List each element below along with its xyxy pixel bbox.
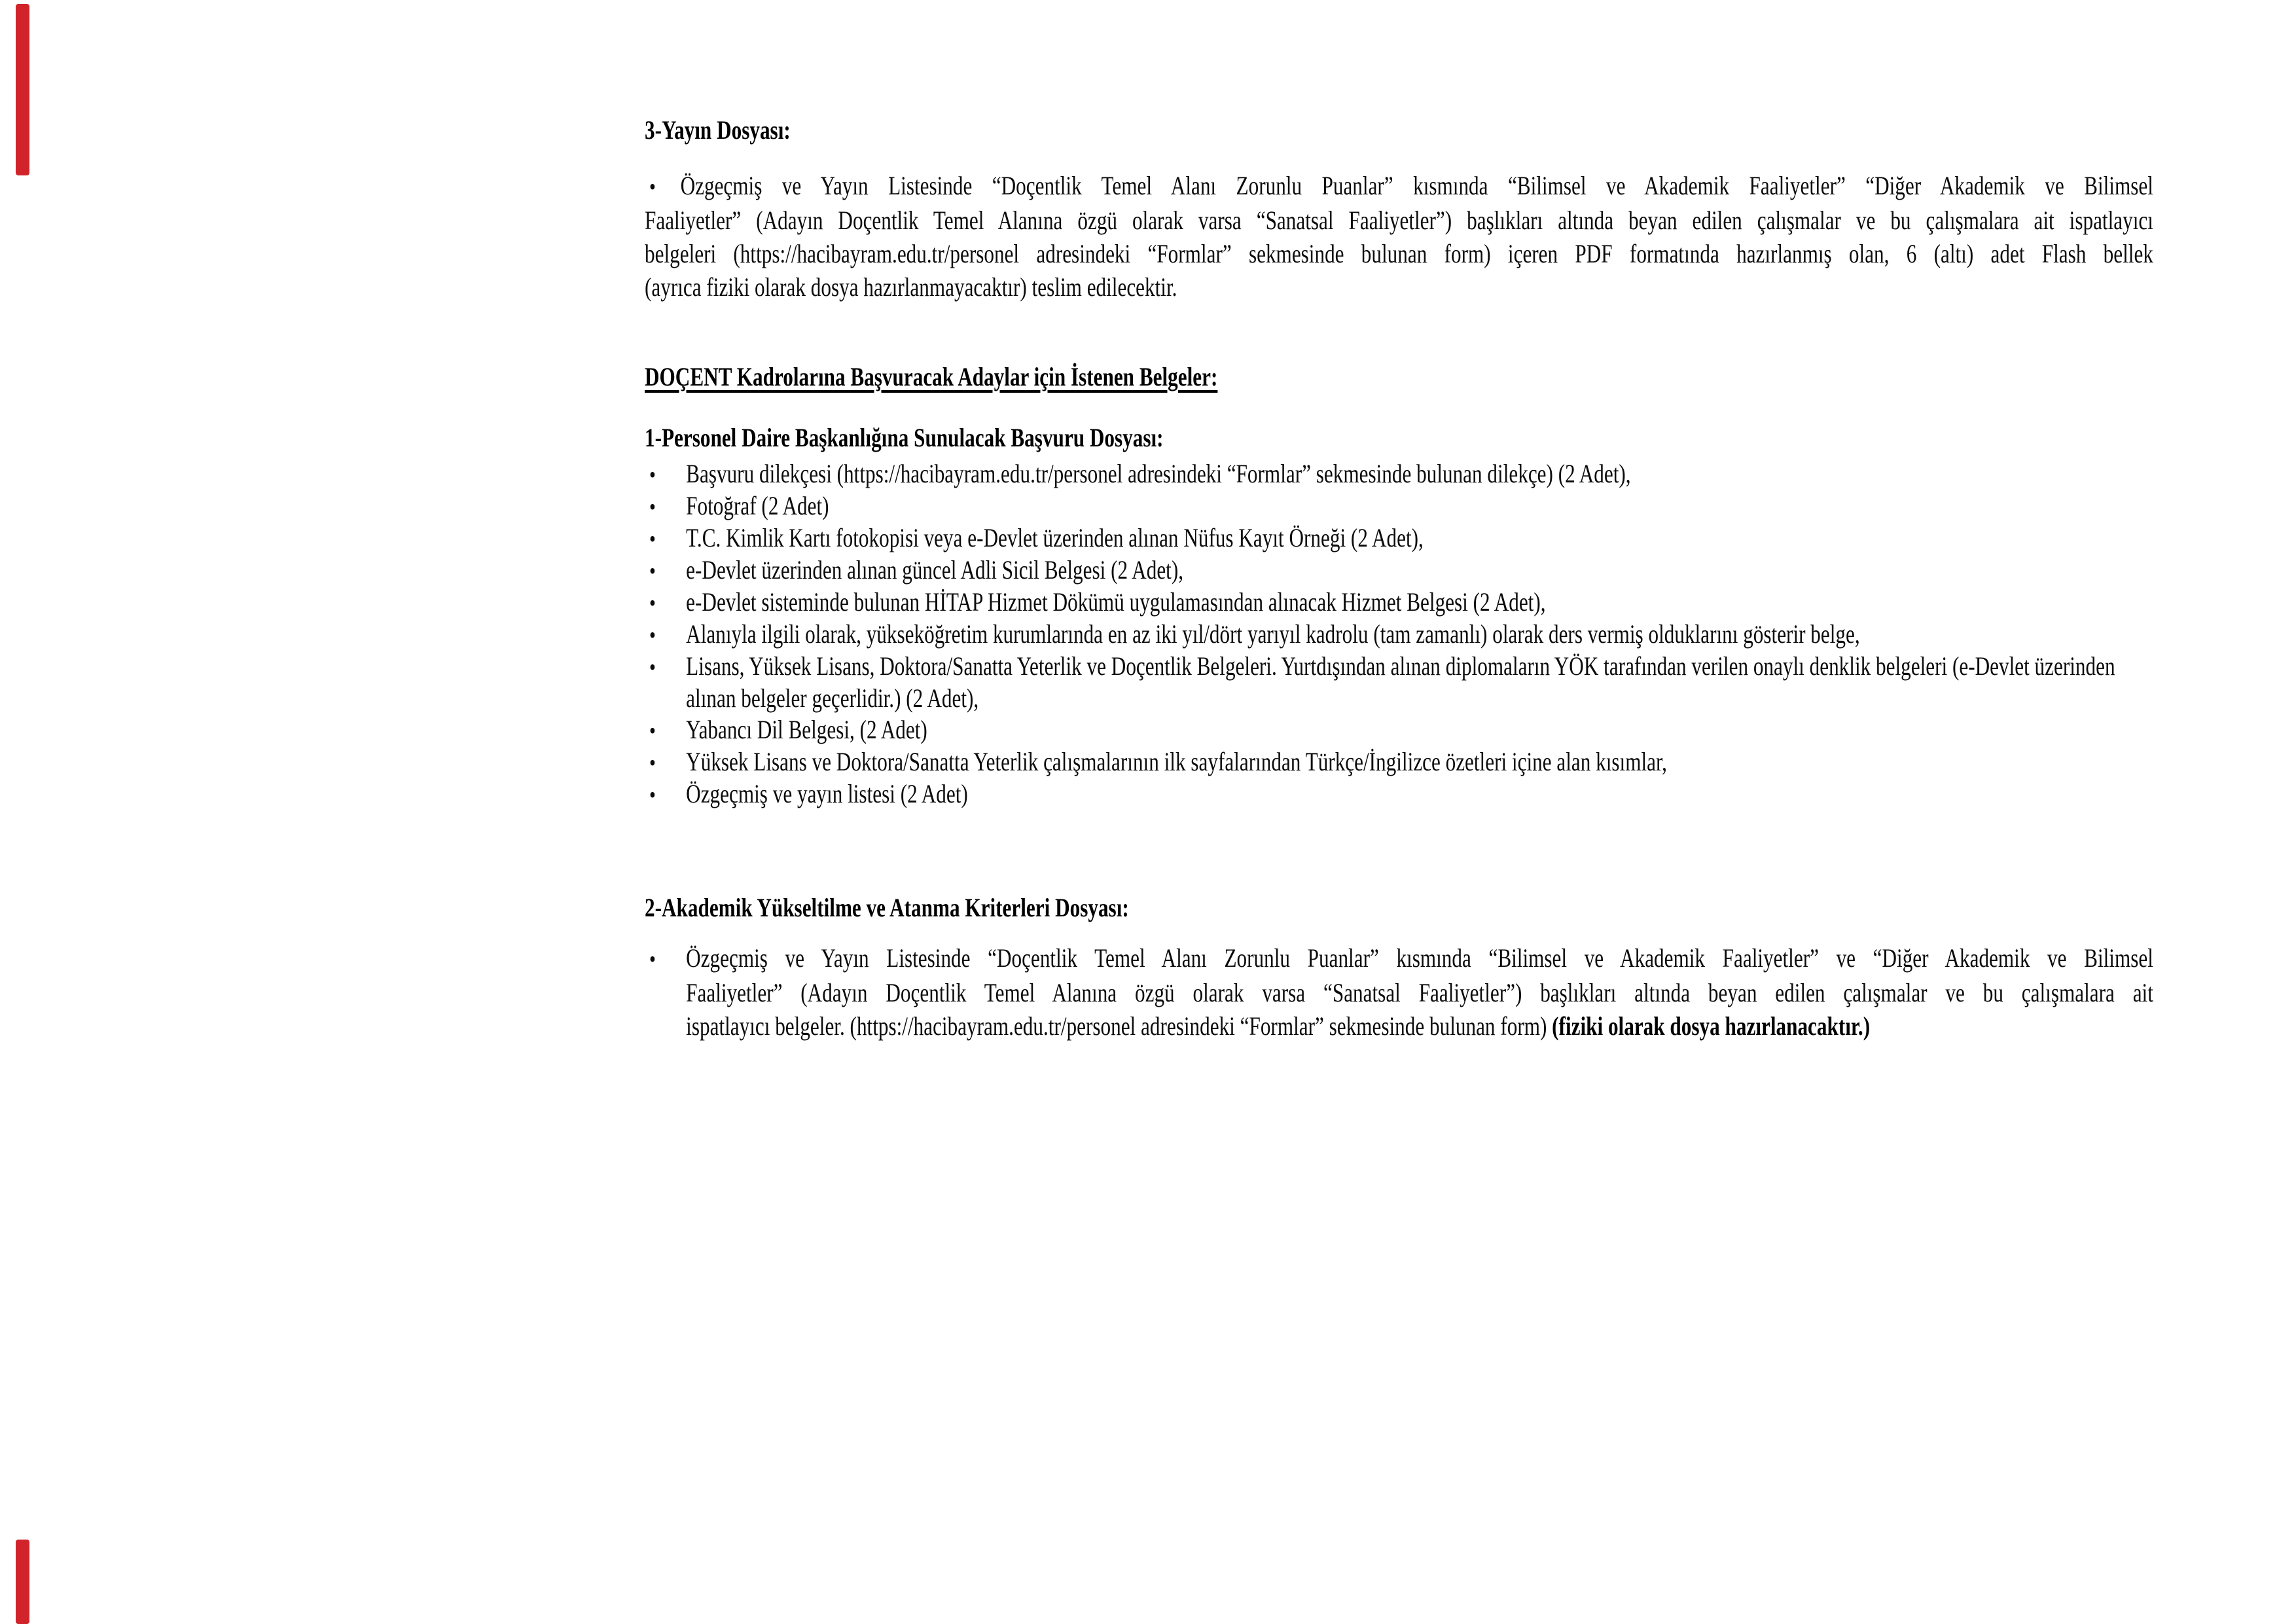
paragraph-line xyxy=(645,941,2153,976)
red-margin-mark-bottom xyxy=(16,1540,29,1624)
section-heading-personel-basvuru-dosyasi: 1-Personel Daire Başkanlığına Sunulacak Başvuru Dosyası: xyxy=(645,423,1164,452)
bullet-icon: • xyxy=(649,461,656,488)
bullet-icon: • xyxy=(649,749,656,776)
bullet-icon: • xyxy=(649,494,656,520)
list-item-text: Fotoğraf (2 Adet) xyxy=(686,491,829,520)
list-item xyxy=(645,619,2153,651)
list-item-text: e-Devlet sisteminde bulunan HİTAP Hizmet Dökümü uygulamasından alınacak Hizmet Belgesi (2 Adet), xyxy=(686,587,1546,617)
list-item-text: e-Devlet üzerinden alınan güncel Adli Sicil Belgesi (2 Adet), xyxy=(686,555,1184,585)
list-item-text: Lisans, Yüksek Lisans, Doktora/Sanatta Yeterlik ve Doçentlik Belgeleri. Yurtdışından alınan diplomaların YÖK tarafından verilen onaylı denklik belgeleri (e-Devlet üzerinden alınan belgeler geçerlidir.) (2 Adet), xyxy=(686,651,2115,713)
paragraph-line-text: Özgeçmiş ve Yayın Listesinde “Doçentlik Temel Alanı Zorunlu Puanlar” kısmında “Bilimsel ve Akademik Faaliyetler” “Diğer Akademik ve Bilimsel xyxy=(680,171,2153,200)
paragraph-line xyxy=(645,1009,2153,1043)
kriter-dosyasi-paragraph xyxy=(645,941,2153,1043)
section-heading-akademik-kriterleri-dosyasi: 2-Akademik Yükseltilme ve Atanma Kriterleri Dosyası: xyxy=(645,893,1129,922)
list-item-text: Başvuru dilekçesi (https://hacibayram.edu.tr/personel adresindeki “Formlar” sekmesinde bulunan dilekçe) (2 Adet), xyxy=(686,459,1631,488)
red-margin-mark-top xyxy=(16,4,29,175)
paragraph-line-text: Özgeçmiş ve Yayın Listesinde “Doçentlik Temel Alanı Zorunlu Puanlar” kısmında “Bilimsel ve Akademik Faaliyetler” ve “Diğer Akademik ve Bilimsel xyxy=(686,943,2153,973)
paragraph-line: (ayrıca fiziki olarak dosya hazırlanmayacaktır) teslim edilecektir. xyxy=(645,272,1177,302)
bullet-icon: • xyxy=(649,622,656,648)
list-item-text: T.C. Kimlik Kartı fotokopisi veya e-Devlet üzerinden alınan Nüfus Kayıt Örneği (2 Adet), xyxy=(686,523,1424,552)
list-item xyxy=(645,746,2153,778)
list-item xyxy=(645,714,2153,746)
list-item xyxy=(645,778,2153,810)
section-heading-yayin-dosyasi: 3-Yayın Dosyası: xyxy=(645,115,791,145)
bullet-icon: • xyxy=(649,558,656,584)
list-item-text: Özgeçmiş ve yayın listesi (2 Adet) xyxy=(686,779,968,808)
bullet-icon: • xyxy=(649,654,656,680)
bullet-icon: • xyxy=(649,782,656,808)
paragraph-line: Faaliyetler” (Adayın Doçentlik Temel Alanına özgü olarak varsa “Sanatsal Faaliyetler”) başlıkları altında beyan edilen çalışmalar ve bu çalışmalara ait ispatlayıcı xyxy=(645,206,2153,235)
docent-belgeler-heading-text: DOÇENT Kadrolarına Başvuracak Adaylar için İstenen Belgeler: xyxy=(645,362,1218,391)
list-item-text: Alanıyla ilgili olarak, yükseköğretim kurumlarında en az iki yıl/dört yarıyıl kadrolu (tam zamanlı) olarak ders vermiş olduklarını gösterir belge, xyxy=(686,619,1860,649)
paragraph-bold-note: (fiziki olarak dosya hazırlanacaktır.) xyxy=(1552,1011,1871,1041)
list-item xyxy=(645,522,2153,554)
bullet-icon: • xyxy=(649,526,656,552)
bullet-icon: • xyxy=(649,590,656,616)
bullet-icon: • xyxy=(649,946,656,972)
list-item xyxy=(645,458,2153,490)
list-item xyxy=(645,490,2153,522)
paragraph-line xyxy=(645,169,2153,204)
document-text-block xyxy=(645,0,2153,1624)
list-item xyxy=(645,554,2153,586)
basvuru-belgeleri-list xyxy=(645,458,2153,810)
bullet-icon: • xyxy=(649,173,656,200)
bullet-icon: • xyxy=(649,717,656,744)
paragraph-line: Faaliyetler” (Adayın Doçentlik Temel Alanına özgü olarak varsa “Sanatsal Faaliyetler”) başlıkları altında beyan edilen çalışmalar ve bu çalışmalara ait xyxy=(686,978,2153,1007)
yayin-dosyasi-paragraph xyxy=(645,169,2153,304)
list-item xyxy=(645,586,2153,619)
list-item-text: Yabancı Dil Belgesi, (2 Adet) xyxy=(686,715,927,744)
list-item xyxy=(645,651,2153,714)
paragraph-line-text: ispatlayıcı belgeler. (https://hacibayram.edu.tr/personel adresindeki “Formlar” sekmesinde bulunan form) xyxy=(686,1011,1552,1041)
list-item-text: Yüksek Lisans ve Doktora/Sanatta Yeterlik çalışmalarının ilk sayfalarından Türkçe/İngilizce özetleri içine alan kısımlar, xyxy=(686,747,1667,776)
paragraph-line: belgeleri (https://hacibayram.edu.tr/personel adresindeki “Formlar” sekmesinde bulunan form) içeren PDF formatında hazırlanmış olan, 6 (altı) adet Flash bellek xyxy=(645,239,2153,268)
docent-belgeler-heading xyxy=(645,361,2153,393)
